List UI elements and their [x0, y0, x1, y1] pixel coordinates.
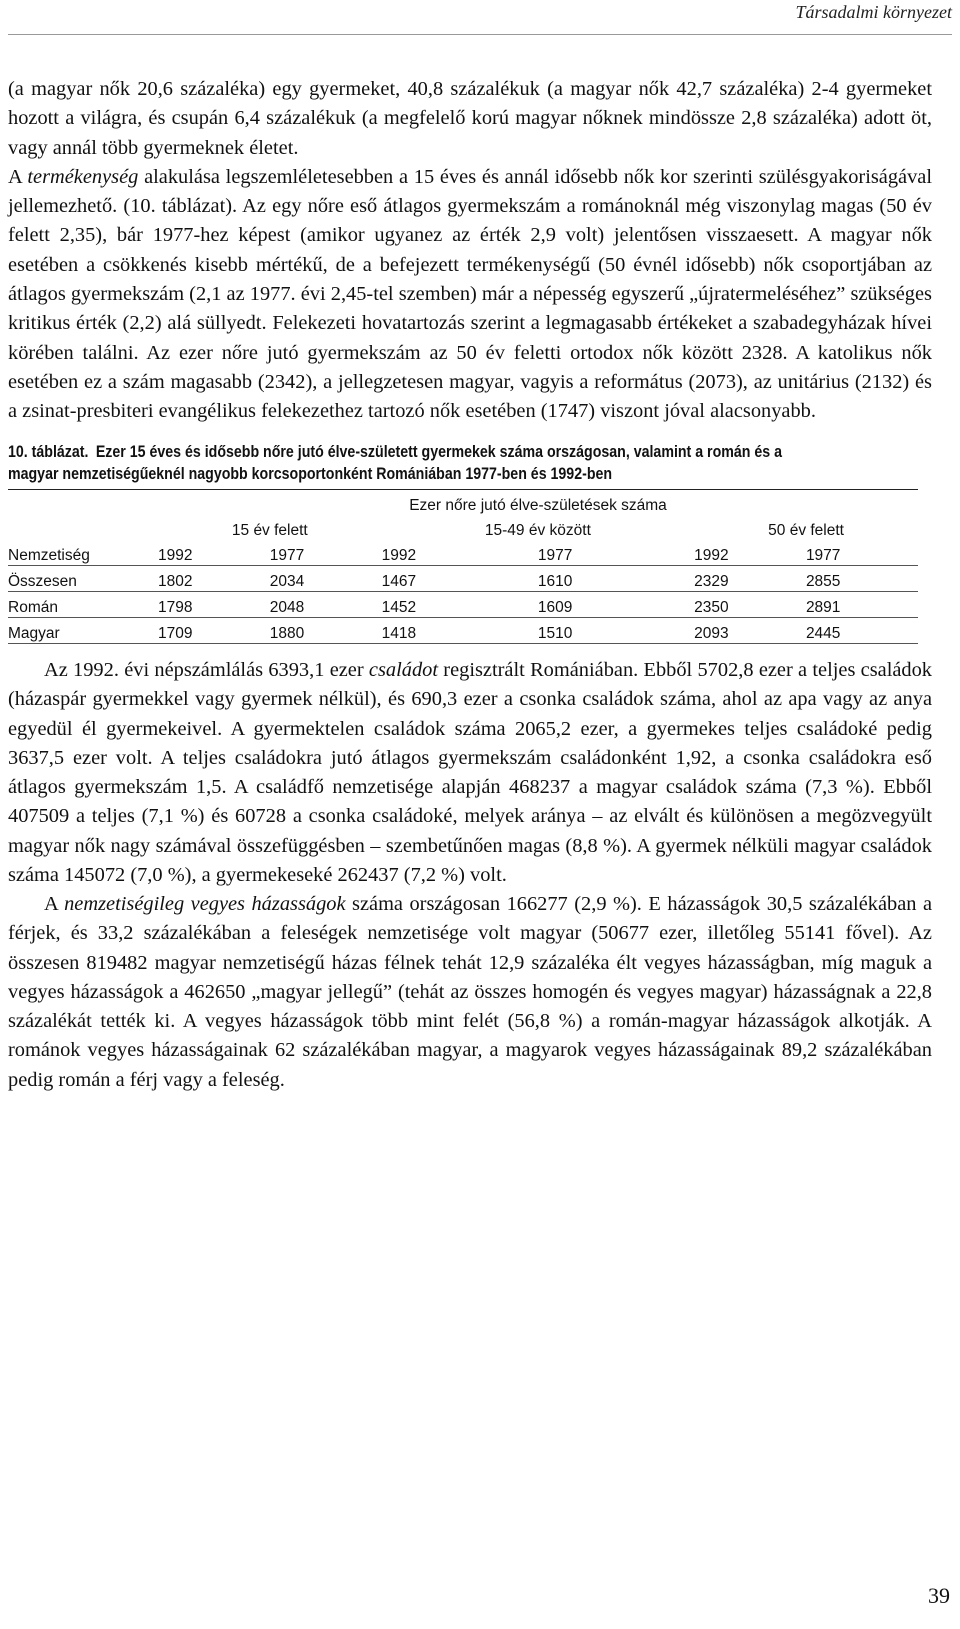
year-header: 1992 — [158, 540, 270, 566]
year-header: 1977 — [538, 540, 694, 566]
emphasis-term: családot — [368, 659, 439, 681]
table-caption-label: 10. táblázat. — [8, 443, 89, 461]
emphasis-term: termékenység — [27, 165, 139, 188]
row-header-label: Nemzetiség — [8, 540, 158, 566]
table-row — [8, 566, 918, 592]
year-header: 1992 — [382, 540, 538, 566]
paragraph-text: száma országosan 166277 (2,9 %). E házasságok 30,5 százalékában a férjek, és 33,2 százalékában a feleségek nemzetisége volt magyar (50677 ezer, illetőleg 55141 fővel). Az összesen 819482 magyar nemzetiségű házas félnek tehát 12,9 százaléka élt vegyes házasságban, míg maguk a vegyes házasságok a 462650 „magyar jellegű” (tehát az összes homogén és vegyes magyar) házasságnak a 22,8 százalékát tették ki. A vegyes házasságok több mint felét (56,8 %) a román-magyar házasságok alkotják. A románok vegyes házasságainak 62 százalékában magyar, a magyarok vegyes házasságainak 89,2 százalékában pedig román a férj vagy a feleség. — [8, 893, 933, 1091]
table-cell: 2034 — [270, 566, 382, 592]
table-row — [8, 618, 918, 644]
table-cell: 1467 — [382, 566, 538, 592]
table-cell: 2048 — [270, 592, 382, 618]
table-cell: 1510 — [538, 618, 694, 644]
table-super-header: Ezer nőre jutó élve-születések száma — [409, 497, 667, 514]
paragraph-text: regisztrált Romániában. Ebből 5702,8 ezer a teljes családok (házaspár gyermekkel vagy gyermek nélkül), és 690,3 ezer a csonka családok száma, ahol az apa vagy az anya egyedül él gyermekeivel. A gyermektelen családok száma 2065,2 ezer, a gyermekes teljes családoké pedig 3637,5 ezer volt. A teljes családokra jutó átlagos gyermekszám családonként 1,92, a csonka családokra eső átlagos gyermekszám 1,5. A családfő nemzetisége alapján 468237 a magyar családok száma (7,3 %). Ebből 407509 a teljes (7,1 %) és 60728 a csonka családoké, melyek aránya – az elvált és különösen a megözvegyült magyar nők nagy számával összefüggésben – szembetűnően magas (8,8 %). A gyermek nélküli magyar családok száma 145072 (7,0 %), a gyermekeseké 262437 (7,2 %) volt. — [8, 659, 932, 887]
table-cell: 1452 — [382, 592, 538, 618]
paragraph-text: A — [44, 893, 65, 915]
table-cell: 2329 — [694, 566, 806, 592]
table-cell: 2855 — [806, 566, 918, 592]
table-cell: 1798 — [158, 592, 270, 618]
table-cell: 1709 — [158, 618, 270, 644]
header-divider — [8, 34, 952, 35]
data-table — [8, 489, 932, 644]
table-cell: 2891 — [806, 592, 918, 618]
paragraph-text: alakulása legszemléletesebben a 15 éves és annál idősebb nők kor szerinti szülésgyakoriságával jellemezhető. (10. táblázat). Az egy nőre eső átlagos gyermekszám a románoknál még viszonylag magas (50 év felett 2,35), bár 1977-hez képest (amikor ugyanez az érték 2,9 volt) jelentősen visszaesett. A magyar nők esetében a csökkenés kisebb mértékű, de a befejezett termékenységű (50 évnél idősebb) nők csoportjában az átlagos gyermekszám (2,1 az 1977. évi 2,45-tel szemben) már a népesség egyszerű „újratermeléséhez” szükséges kritikus érték (2,2) alá süllyedt. Felekezeti hovatartozás szerint a legmagasabb értékeket a szabadegyházak hívei körében találni. Az ezer nőre jutó gyermekszám az 50 év feletti ortodox nők között 2328. A katolikus nők esetében ez a szám magasabb (2342), a jellegzetesen magyar, vagyis a református (2073), az unitárius (2132) és a zsinat-presbiteri evangélikus felekezethez tartozó nők esetében (1747) viszont jóval alacsonyabb. — [8, 165, 932, 423]
column-group-header: 50 év felett — [768, 522, 844, 539]
paragraph-text: Az 1992. évi népszámlálás 6393,1 ezer — [44, 659, 369, 681]
row-label: Magyar — [8, 618, 158, 644]
year-header: 1977 — [270, 540, 382, 566]
table-cell: 1802 — [158, 566, 270, 592]
column-group-header: 15-49 év között — [484, 522, 591, 539]
row-label: Román — [8, 592, 158, 618]
table-row — [8, 592, 918, 618]
table-cell: 1610 — [538, 566, 694, 592]
year-header: 1977 — [806, 540, 918, 566]
table-cell: 2093 — [694, 618, 806, 644]
table-caption — [8, 441, 791, 485]
year-header: 1992 — [694, 540, 806, 566]
emphasis-term: nemzetiségileg vegyes házasságok — [64, 893, 346, 915]
paragraph-text: A — [8, 165, 28, 188]
table-caption-text: Ezer 15 éves és idősebb nőre jutó élve-született gyermekek száma országosan, valamint a román és a magyar nemzetiségűeknél nagyobb korcsoportonként Romániában 1977-ben és 1992-ben — [8, 443, 782, 483]
column-group-header: 15 év felett — [231, 522, 308, 539]
table-cell: 1609 — [538, 592, 694, 618]
page-number: 39 — [928, 1583, 950, 1608]
table-cell: 1880 — [270, 618, 382, 644]
running-header: Társadalmi környezet — [795, 2, 952, 22]
paragraph-intro — [8, 75, 932, 427]
paragraph-mixed-marriages — [8, 890, 932, 1095]
row-label: Összesen — [8, 566, 158, 592]
table-cell: 2350 — [694, 592, 806, 618]
paragraph-text: (a magyar nők 20,6 százaléka) egy gyermeket, 40,8 százalékuk (a magyar nők 42,7 százaléka) 2-4 gyermeket hozott a világra, és csupán 6,4 százalékuk (a megfelelő korú magyar nőknek mindössze 2,8 százaléka) adott öt, vagy annál több gyermeknek életet. — [8, 78, 932, 159]
paragraph-families — [8, 656, 932, 890]
table-cell: 1418 — [382, 618, 538, 644]
table-cell: 2445 — [806, 618, 918, 644]
